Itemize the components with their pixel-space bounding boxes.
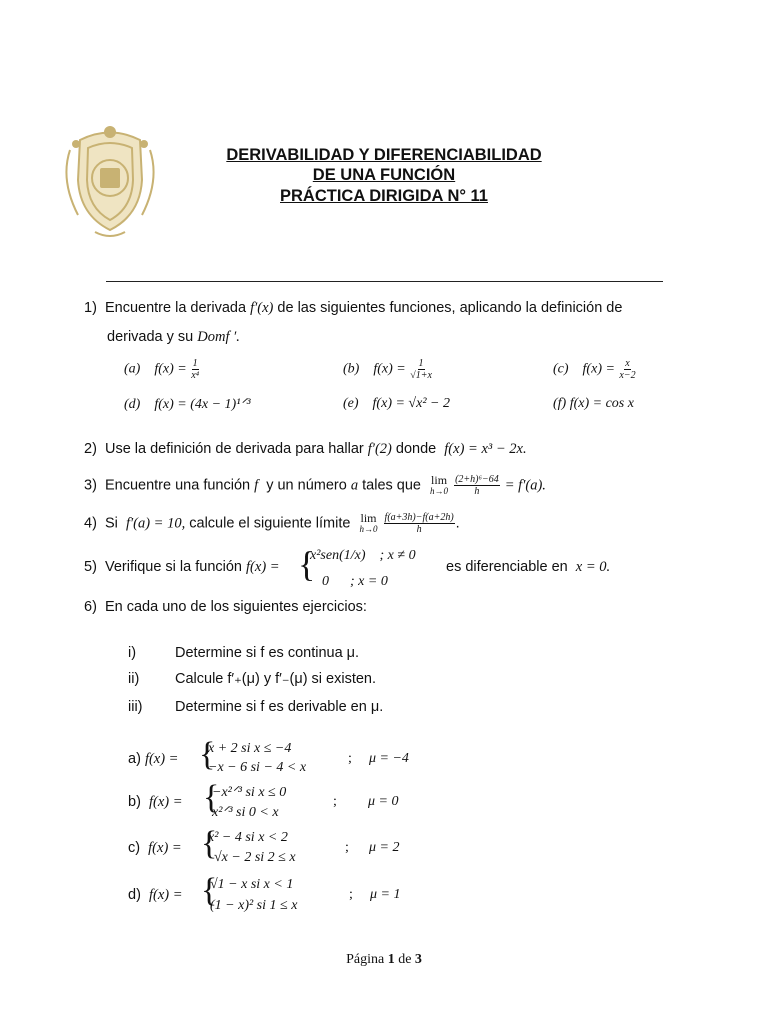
title-line-1: DERIVABILIDAD Y DIFERENCIABILIDAD xyxy=(226,146,542,164)
case-a-row-2: −x − 6 si − 4 < x xyxy=(208,760,307,775)
ex5-case-1: x²sen(1/x) ; x ≠ 0 xyxy=(310,548,416,563)
footer-page-word: Página xyxy=(346,952,385,967)
sub-item-iii: Determine si f es derivable en μ. xyxy=(175,699,384,715)
item-1d: (d) f(x) = (4x − 1)¹ᐟ³ xyxy=(124,397,251,412)
sub-item-i: Determine si f es continua μ. xyxy=(175,645,360,661)
page-footer xyxy=(0,952,768,968)
brace-5: { xyxy=(298,544,316,584)
case-c-row-2: √x − 2 si 2 ≤ x xyxy=(214,850,296,865)
case-b-semicolon: ; xyxy=(333,794,337,809)
case-a-mu: μ = −4 xyxy=(369,751,409,766)
footer-total-pages: 3 xyxy=(414,952,422,967)
item-1b: (b) f(x) = $\frac{1}{√1+x}$ xyxy=(343,358,432,381)
sub-item-i-label: i) xyxy=(128,645,137,661)
sub-item-ii-label: ii) xyxy=(128,671,140,687)
exercise-4: 4) Si f′(a) = 10, calcule el siguiente límite lim h→0 $\frac{f(a+3h)-f(a+2h)}{h}$ . xyxy=(84,510,460,535)
case-d-row-1: √1 − x si x < 1 xyxy=(210,877,294,892)
item-1f: (f) f(x) = cos x xyxy=(553,396,634,411)
brace-a: { xyxy=(199,736,216,773)
title-line-2: DE UNA FUNCIÓN xyxy=(312,166,456,184)
exercise-5-tail: es diferenciable en x = 0. xyxy=(446,559,611,575)
case-b-row-1: −x²ᐟ³ si x ≤ 0 xyxy=(212,785,287,800)
exercise-6: 6) En cada uno de los siguientes ejercicios: xyxy=(84,599,367,615)
exercise-1-line-1: 1) Encuentre la derivada f′(x) de las siguientes funciones, aplicando la definición de xyxy=(84,300,623,316)
sub-item-ii: Calcule f′₊(μ) y f′₋(μ) si existen. xyxy=(175,671,377,687)
university-crest-icon xyxy=(60,120,160,240)
case-b-mu: μ = 0 xyxy=(368,794,399,809)
exercise-5: 5) Verifique si la función f(x) = xyxy=(84,559,280,575)
case-c-label: c) f(x) = xyxy=(128,840,182,856)
case-c-semicolon: ; xyxy=(345,840,349,855)
footer-of-word: de xyxy=(398,952,412,967)
item-1c: (c) f(x) = $\frac{x}{x-2}$ xyxy=(553,358,636,381)
case-a-semicolon: ; xyxy=(348,751,352,766)
exercise-1-line-2: derivada y su Domf ′. xyxy=(107,329,240,345)
item-1a: (a) f(x) = $\frac{1}{\text{x⁴}}$ xyxy=(124,358,200,381)
case-c-row-1: x² − 4 si x < 2 xyxy=(208,830,288,845)
case-d-semicolon: ; xyxy=(349,887,353,902)
case-c-mu: μ = 2 xyxy=(369,840,400,855)
brace-b: { xyxy=(203,779,220,816)
case-d-label: d) f(x) = xyxy=(128,887,183,903)
brace-d: { xyxy=(201,872,218,909)
case-d-row-2: (1 − x)² si 1 ≤ x xyxy=(210,898,298,913)
ex5-case-2: 0 ; x = 0 xyxy=(322,574,388,589)
case-d-mu: μ = 1 xyxy=(370,887,401,902)
sub-item-iii-label: iii) xyxy=(128,699,143,715)
case-a-row-1: x + 2 si x ≤ −4 xyxy=(208,741,292,756)
footer-current-page: 1 xyxy=(387,952,395,967)
case-a-label: a) f(x) = xyxy=(128,751,179,767)
divider xyxy=(106,281,663,282)
case-b-label: b) f(x) = xyxy=(128,794,183,810)
exercise-number: 1) xyxy=(84,300,97,316)
item-1e: (e) f(x) = √x² − 2 xyxy=(343,396,450,411)
exercise-2: 2) Use la definición de derivada para hallar f′(2) donde f(x) = x³ − 2x. xyxy=(84,441,527,457)
brace-c: { xyxy=(201,825,218,862)
title-line-3: PRÁCTICA DIRIGIDA N° 11 xyxy=(280,187,488,205)
exercise-3: 3) Encuentre una función f y un número a tales que lim h→0 $\frac{\text{(2+h)⁶−64}}{h}$ = f′(a). xyxy=(84,472,546,497)
case-b-row-2: x²ᐟ³ si 0 < x xyxy=(212,805,279,820)
